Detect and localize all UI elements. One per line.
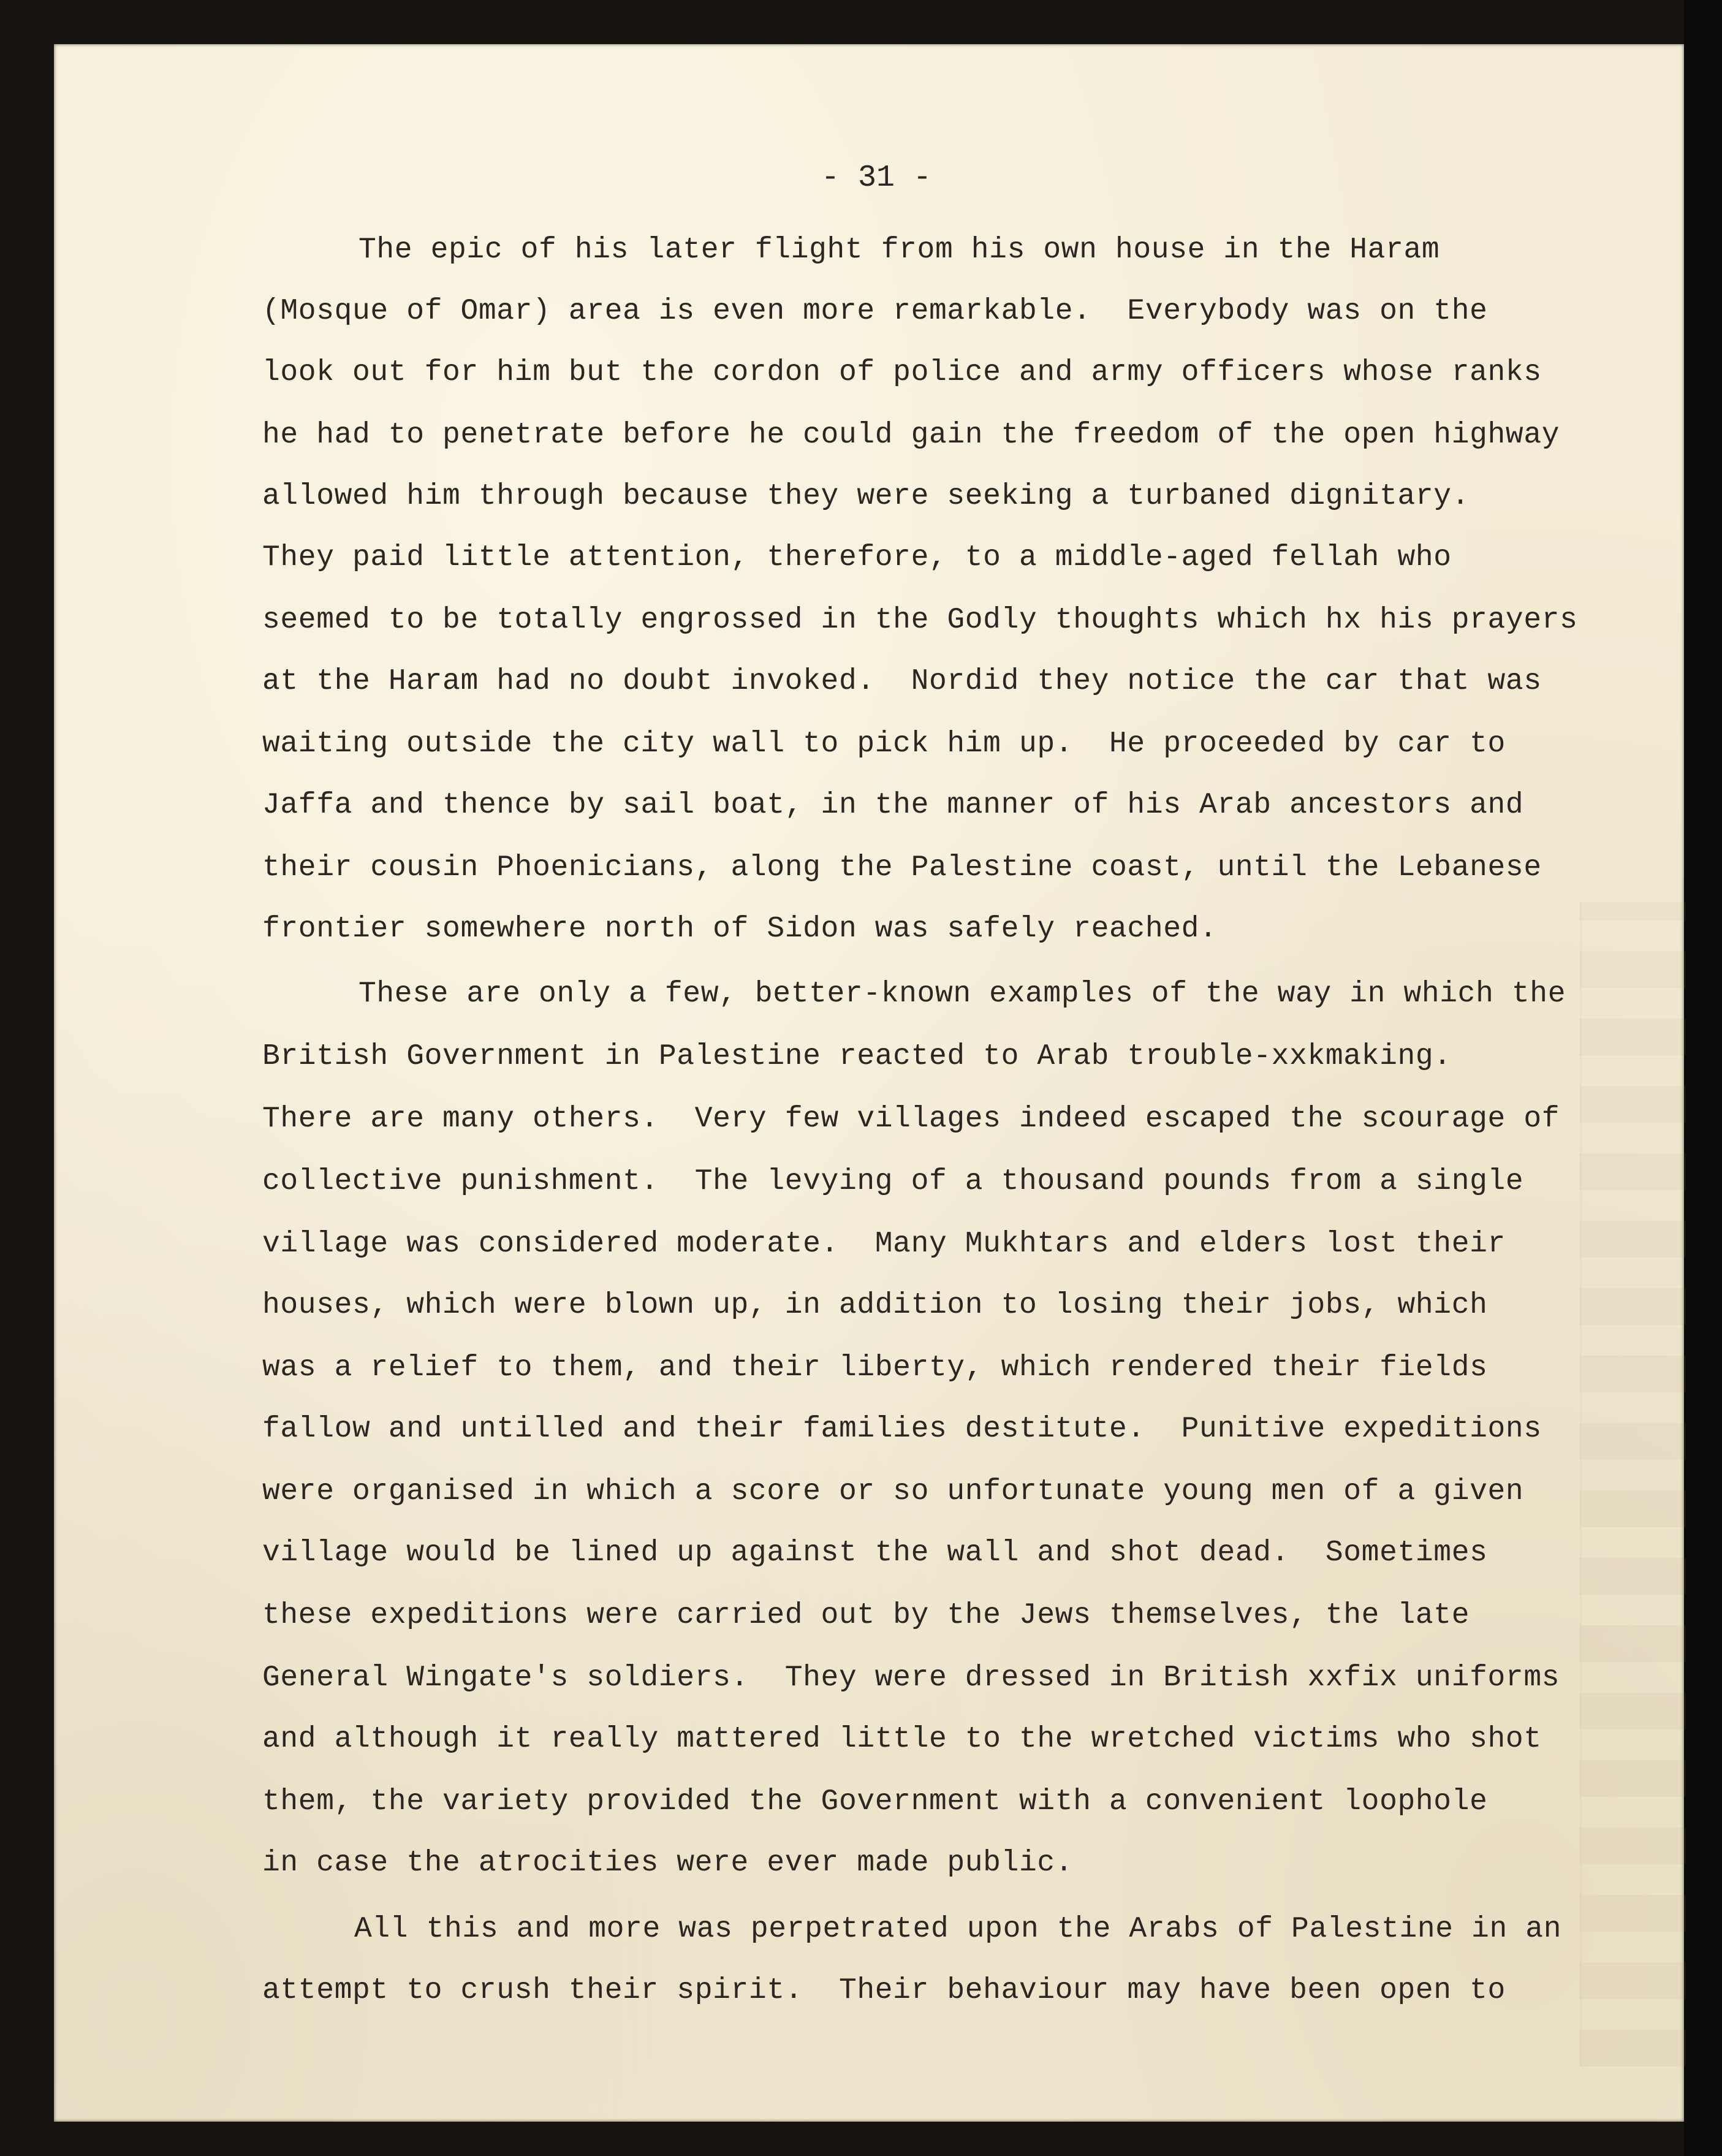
body-line: village would be lined up against the wall and shot dead. Sometimes — [262, 1536, 1488, 1570]
body-line: village was considered moderate. Many Mukhtars and elders lost their — [262, 1228, 1506, 1261]
body-line: attempt to crush their spirit. Their behaviour may have been open to — [262, 1974, 1506, 2007]
body-line: frontier somewhere north of Sidon was safely reached. — [262, 913, 1218, 946]
body-line: was a relief to them, and their liberty, which rendered their fields — [262, 1351, 1488, 1384]
body-line: he had to penetrate before he could gain the freedom of the open highway — [262, 419, 1560, 452]
body-line: their cousin Phoenicians, along the Palestine coast, until the Lebanese — [262, 851, 1542, 884]
body-line: them, the variety provided the Government with a convenient loophole — [262, 1785, 1488, 1818]
body-line: and although it really mattered little to the wretched victims who shot — [262, 1723, 1542, 1756]
page-number: - 31 - — [821, 161, 932, 195]
body-line: The epic of his later flight from his own house in the Haram — [358, 233, 1440, 267]
body-line: (Mosque of Omar) area is even more remarkable. Everybody was on the — [262, 295, 1488, 328]
body-line: were organised in which a score or so unfortunate young men of a given — [262, 1475, 1524, 1508]
body-line: these expeditions were carried out by the Jews themselves, the late — [262, 1599, 1470, 1632]
body-line: allowed him through because they were seeking a turbaned dignitary. — [262, 480, 1470, 513]
body-line: houses, which were blown up, in addition to losing their jobs, which — [262, 1289, 1488, 1322]
body-line: British Government in Palestine reacted to Arab trouble-xxkmaking. — [262, 1040, 1452, 1073]
body-line: Jaffa and thence by sail boat, in the manner of his Arab ancestors and — [262, 789, 1524, 822]
body-line: General Wingate's soldiers. They were dressed in British xxfix uniforms — [262, 1661, 1560, 1695]
body-line: They paid little attention, therefore, to a middle-aged fellah who — [262, 541, 1452, 574]
body-line: All this and more was perpetrated upon the Arabs of Palestine in an — [354, 1913, 1562, 1946]
paper-watermark — [1580, 902, 1686, 2067]
body-line: These are only a few, better-known examples of the way in which the — [358, 977, 1566, 1011]
body-line: waiting outside the city wall to pick him up. He proceeded by car to — [262, 727, 1506, 761]
scan-background-edge — [1684, 0, 1722, 2156]
body-line: look out for him but the cordon of police and army officers whose ranks — [262, 356, 1542, 389]
body-line: at the Haram had no doubt invoked. Nordid they notice the car that was — [262, 665, 1542, 698]
body-line: in case the atrocities were ever made public. — [262, 1847, 1074, 1880]
body-line: There are many others. Very few villages indeed escaped the scourage of — [262, 1103, 1560, 1136]
body-line: collective punishment. The levying of a thousand pounds from a single — [262, 1165, 1524, 1198]
body-line: seemed to be totally engrossed in the Godly thoughts which hx his prayers — [262, 604, 1578, 637]
body-line: fallow and untilled and their families destitute. Punitive expeditions — [262, 1413, 1542, 1446]
